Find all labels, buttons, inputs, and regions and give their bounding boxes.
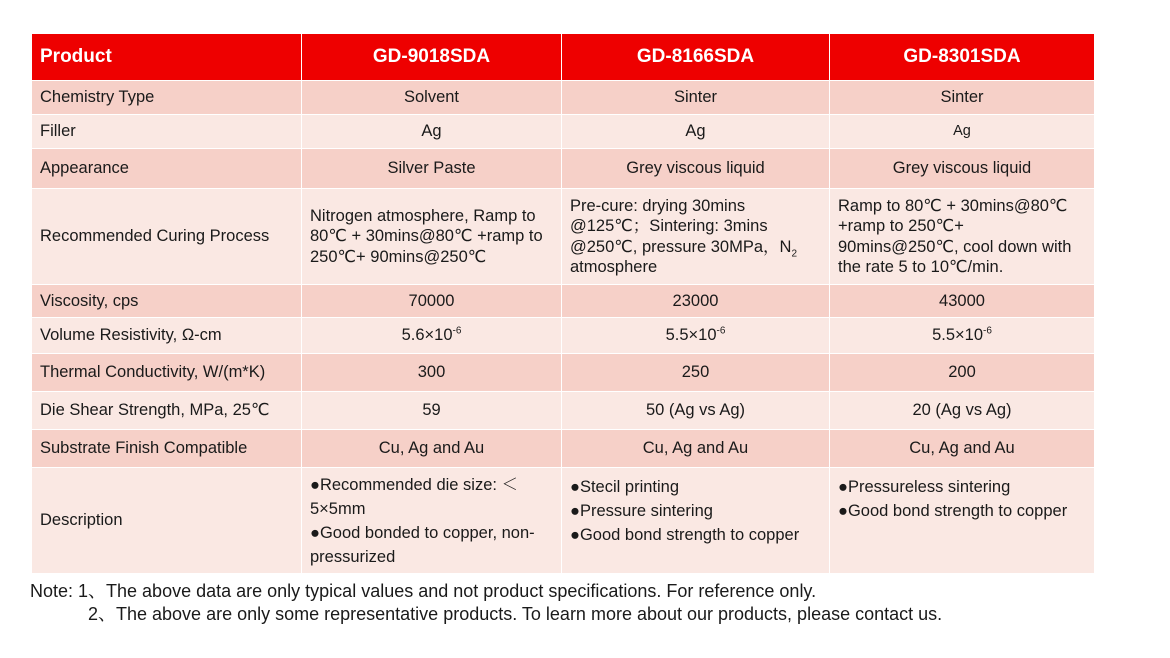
cell-value: Grey viscous liquid [830,149,1095,189]
cell-value: 20 (Ag vs Ag) [830,392,1095,430]
row-label: Viscosity, cps [32,285,302,318]
header-product-2: GD-8166SDA [562,34,830,81]
row-label: Thermal Conductivity, W/(m*K) [32,354,302,392]
cell-value: 50 (Ag vs Ag) [562,392,830,430]
description-bullet: ●Good bond strength to copper [838,502,1068,520]
cell-value: 23000 [562,285,830,318]
header-product-1: GD-9018SDA [302,34,562,81]
cell-value: Cu, Ag and Au [302,430,562,468]
header-row [32,34,1095,81]
n2-subscript: 2 [791,247,798,259]
row-label: Appearance [32,149,302,189]
footnote [30,580,1140,626]
description-bullet: ●Good bonded to copper, non-pressurized [310,523,535,566]
cell-value: 250 [562,354,830,392]
cell-value [830,318,1095,354]
row-label: Description [32,468,302,574]
row-description [32,468,1095,574]
cell-value: Ramp to 80℃ + 30mins@80℃ +ramp to 250℃+ 90mins@250℃, cool down with the rate 5 to 10℃/min. [830,189,1095,285]
note-line-2: 2、The above are only some representative products. To learn more about our products, please contact us. [88,604,943,624]
cell-value: Silver Paste [302,149,562,189]
row-filler [32,115,1095,149]
header-label: Product [32,34,302,81]
row-resistivity [32,318,1095,354]
row-appearance [32,149,1095,189]
cell-value: Grey viscous liquid [562,149,830,189]
cell-value: 43000 [830,285,1095,318]
resistivity-exponent: -6 [452,325,462,337]
row-label: Volume Resistivity, Ω-cm [32,318,302,354]
resistivity-exponent: -6 [983,325,992,337]
row-label: Recommended Curing Process [32,189,302,285]
cell-value: Solvent [302,81,562,115]
cell-value: Nitrogen atmosphere, Ramp to 80℃ + 30mins@80℃ +ramp to 250℃+ 90mins@250℃ [302,189,562,285]
curing-text-a: Pre-cure: drying 30mins @125℃；Sintering: 3mins @250℃, pressure 30MPa，N [570,196,792,256]
row-label: Filler [32,115,302,149]
cell-value [830,468,1095,574]
description-bullet: ●Recommended die size: ＜5×5mm [310,475,519,518]
resistivity-base: 5.5×10 [665,326,717,345]
cell-value: 300 [302,354,562,392]
cell-value: Sinter [830,81,1095,115]
cell-value [562,318,830,354]
row-thermal [32,354,1095,392]
row-shear [32,392,1095,430]
cell-value [562,468,830,574]
cell-value: Sinter [562,81,830,115]
curing-text-b: atmosphere [570,258,658,276]
cell-value: 70000 [302,285,562,318]
cell-value: Cu, Ag and Au [562,430,830,468]
resistivity-base: 5.6×10 [401,326,453,345]
row-label: Chemistry Type [32,81,302,115]
cell-value: Ag [562,115,830,149]
row-chemistry [32,81,1095,115]
description-bullet: ●Pressureless sintering [838,478,1011,496]
product-comparison-table [31,33,1095,574]
cell-value: 59 [302,392,562,430]
row-curing [32,189,1095,285]
description-bullet: ●Stecil printing [570,478,680,496]
cell-value: Ag [830,115,1095,149]
resistivity-base: 5.5×10 [932,326,984,345]
cell-value: Cu, Ag and Au [830,430,1095,468]
header-product-3: GD-8301SDA [830,34,1095,81]
cell-value: Ag [302,115,562,149]
row-viscosity [32,285,1095,318]
row-label: Substrate Finish Compatible [32,430,302,468]
resistivity-exponent: -6 [716,325,726,337]
row-substrate [32,430,1095,468]
note-line-1: Note: 1、The above data are only typical values and not product specifications. For reference only. [30,581,817,601]
description-bullet: ●Pressure sintering [570,502,713,520]
cell-value [302,318,562,354]
row-label: Die Shear Strength, MPa, 25℃ [32,392,302,430]
description-bullet: ●Good bond strength to copper [570,526,800,544]
cell-value: 200 [830,354,1095,392]
cell-value [562,189,830,285]
cell-value [302,468,562,574]
